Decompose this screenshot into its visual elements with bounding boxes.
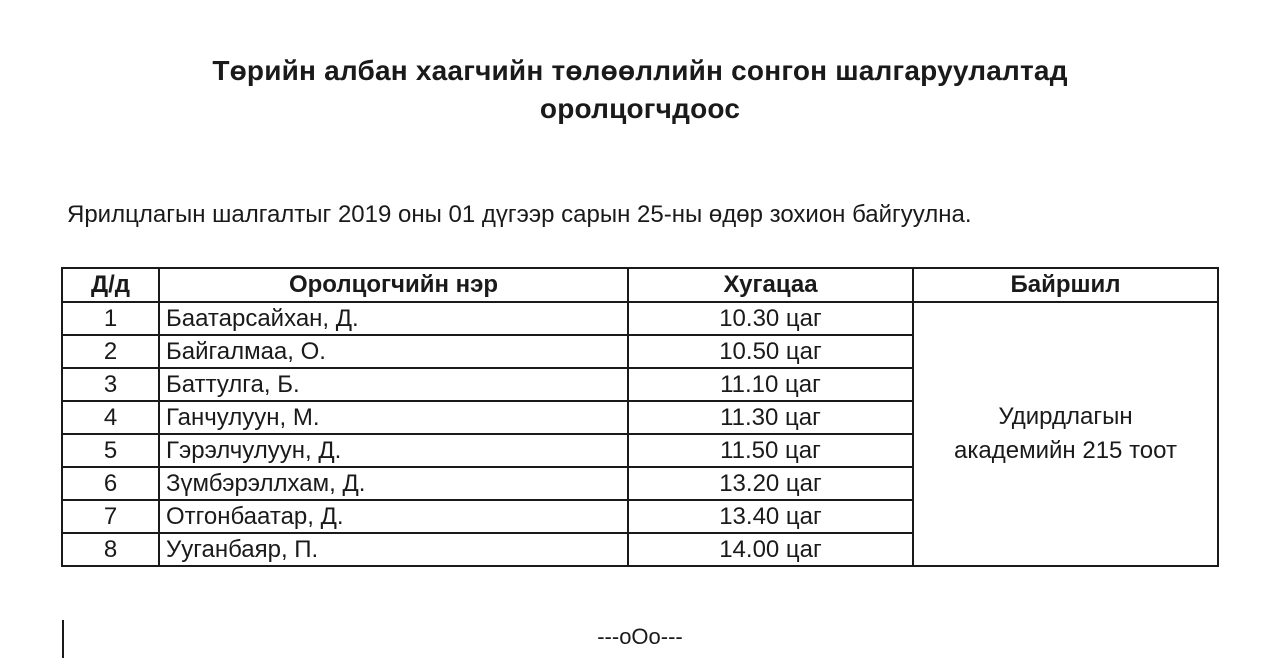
title-line-2: оролцогчдоос (539, 93, 741, 124)
interview-time: 11.30 цаг (628, 401, 913, 434)
participant-name: Баатарсайхан, Д. (159, 302, 628, 335)
interview-time: 13.40 цаг (628, 500, 913, 533)
document-title (0, 52, 1280, 128)
interview-time: 10.30 цаг (628, 302, 913, 335)
location-line-1: Удирдлагын (998, 403, 1133, 430)
table-header-row (62, 268, 1218, 302)
header-name: Оролцогчийн нэр (159, 268, 628, 302)
row-number: 7 (62, 500, 159, 533)
table-row (62, 302, 1218, 335)
row-number: 6 (62, 467, 159, 500)
participant-name: Баттулга, Б. (159, 368, 628, 401)
participant-name: Зүмбэрэллхам, Д. (159, 467, 628, 500)
participant-name: Байгалмаа, О. (159, 335, 628, 368)
row-number: 5 (62, 434, 159, 467)
participant-name: Гэрэлчулуун, Д. (159, 434, 628, 467)
schedule-table (61, 267, 1219, 567)
interview-time: 14.00 цаг (628, 533, 913, 566)
location-line-2: академийн 215 тоот (954, 437, 1177, 464)
participant-name: Ганчулуун, М. (159, 401, 628, 434)
footer-ornament: ---oOo--- (597, 624, 683, 649)
row-number: 4 (62, 401, 159, 434)
interview-time: 13.20 цаг (628, 467, 913, 500)
location-cell (913, 302, 1218, 566)
header-location: Байршил (913, 268, 1218, 302)
header-time: Хугацаа (628, 268, 913, 302)
row-number: 3 (62, 368, 159, 401)
row-number: 8 (62, 533, 159, 566)
row-number: 2 (62, 335, 159, 368)
header-number: Д/д (62, 268, 159, 302)
interview-time: 10.50 цаг (628, 335, 913, 368)
title-line-1: Төрийн албан хаагчийн төлөөллийн сонгон шалгаруулалтад (212, 55, 1068, 86)
interview-time: 11.10 цаг (628, 368, 913, 401)
row-number: 1 (62, 302, 159, 335)
participant-name: Ууганбаяр, П. (159, 533, 628, 566)
interview-time: 11.50 цаг (628, 434, 913, 467)
intro-text: Ярилцлагын шалгалтыг 2019 оны 01 дүгээр сарын 25-ны өдөр зохион байгуулна. (67, 201, 972, 228)
participant-name: Отгонбаатар, Д. (159, 500, 628, 533)
